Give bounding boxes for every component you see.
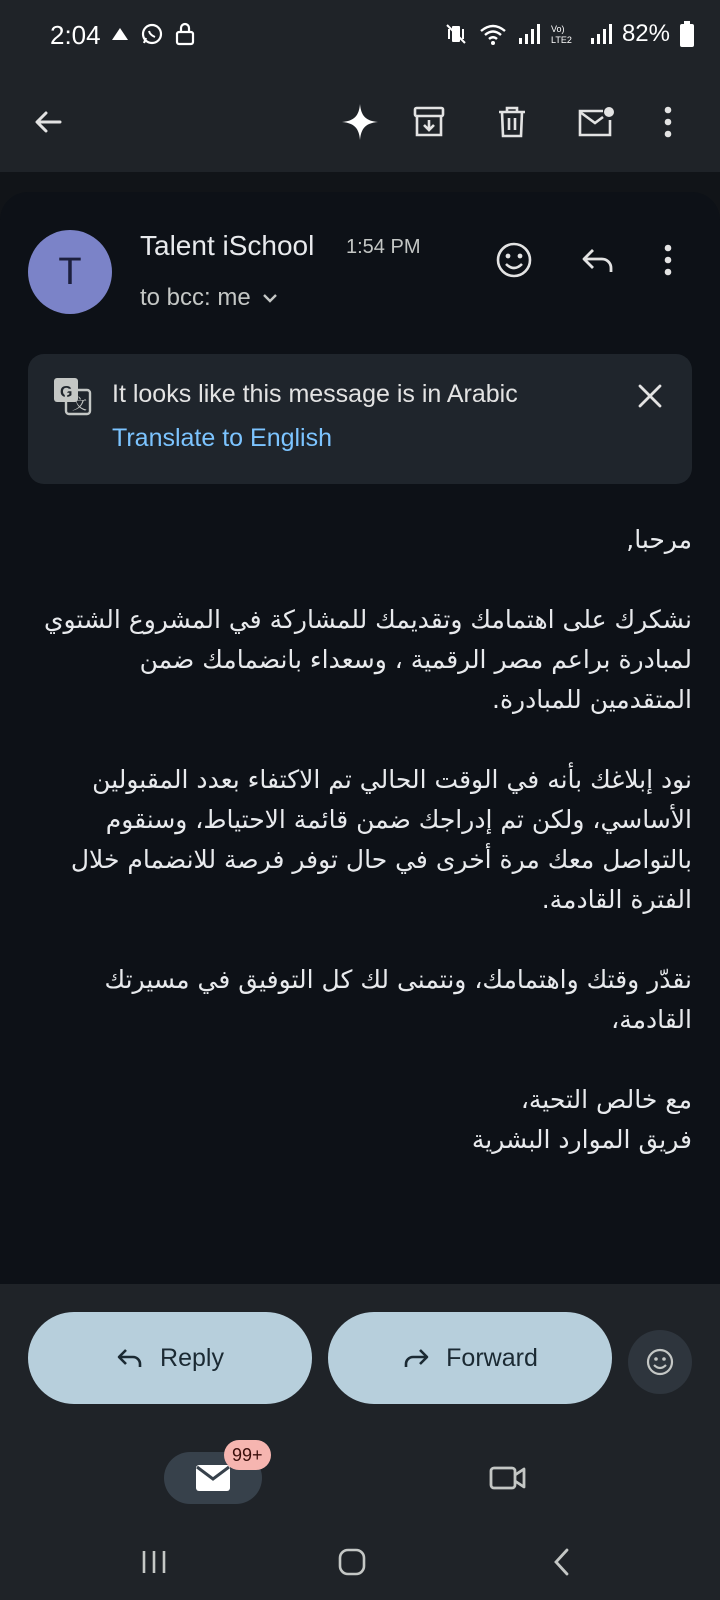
vibrate-icon xyxy=(444,22,468,46)
whatsapp-icon xyxy=(140,22,164,46)
back-arrow-icon xyxy=(32,106,64,138)
svg-text:G: G xyxy=(60,384,73,401)
forward-icon xyxy=(402,1346,430,1370)
tab-meet[interactable] xyxy=(484,1452,532,1504)
delete-icon xyxy=(496,105,528,139)
svg-text:LTE2: LTE2 xyxy=(550,35,572,45)
signal-2-icon xyxy=(590,23,612,45)
sender-avatar[interactable]: T xyxy=(28,230,112,314)
reply-button[interactable] xyxy=(28,1312,312,1404)
reply-icon xyxy=(580,244,616,276)
forward-button[interactable] xyxy=(328,1312,612,1404)
body-closing: مع خالص التحية، xyxy=(520,1085,692,1114)
body-paragraph-1: نشكرك على اهتمامك وتقديمك للمشاركة في المشروع الشتوي لمبادرة براعم مصر الرقمية ، وسعداء بانضمامك ضمن المتقدمين للمبادرة. xyxy=(43,605,692,714)
mark-unread-button[interactable] xyxy=(572,98,620,146)
status-system-icons xyxy=(444,20,694,48)
emoji-react-button[interactable] xyxy=(628,1330,692,1394)
home-button[interactable] xyxy=(322,1542,382,1582)
reply-icon xyxy=(116,1346,144,1370)
gemini-sparkle-icon xyxy=(340,102,380,142)
translate-icon xyxy=(52,376,92,416)
archive-button[interactable] xyxy=(405,98,453,146)
translate-link[interactable]: Translate to English xyxy=(112,424,333,452)
more-vert-icon xyxy=(662,105,674,139)
more-vert-icon xyxy=(662,243,674,277)
archive-icon xyxy=(412,105,446,139)
recipient-details[interactable] xyxy=(140,284,279,312)
react-emoji-button[interactable] xyxy=(490,236,538,284)
home-icon xyxy=(337,1547,367,1577)
message-action-bar xyxy=(0,1284,720,1432)
wifi-icon xyxy=(478,22,508,46)
svg-text:Vo): Vo) xyxy=(550,24,565,34)
body-signature: فريق الموارد البشرية xyxy=(471,1125,692,1154)
delete-button[interactable] xyxy=(488,98,536,146)
close-icon xyxy=(637,383,663,409)
more-options-button[interactable] xyxy=(644,98,692,146)
reply-icon-button[interactable] xyxy=(574,236,622,284)
system-back-button[interactable] xyxy=(532,1542,592,1582)
forward-label: Forward xyxy=(446,1343,538,1372)
emoji-icon xyxy=(495,241,533,279)
mail-icon xyxy=(195,1464,231,1492)
body-paragraph-3: نقدّر وقتك واهتمامك، ونتمنى لك كل التوفيق في مسيرتك القادمة، xyxy=(104,965,692,1034)
back-button[interactable] xyxy=(24,98,72,146)
body-greeting: مرحبا, xyxy=(626,525,692,554)
battery-percent: 82% xyxy=(621,20,670,47)
dismiss-translate-button[interactable] xyxy=(626,372,674,420)
chevron-down-icon xyxy=(261,292,279,304)
recent-apps-button[interactable] xyxy=(124,1542,184,1582)
svg-text:文: 文 xyxy=(72,395,88,413)
reply-label: Reply xyxy=(160,1343,224,1372)
unread-count-badge: 99+ xyxy=(224,1440,271,1470)
lock-icon xyxy=(174,22,196,46)
email-time: 1:54 PM xyxy=(346,236,421,258)
message-more-button[interactable] xyxy=(644,236,692,284)
recent-apps-icon xyxy=(139,1549,169,1575)
recipient-label: to bcc: me xyxy=(140,284,251,311)
back-chevron-icon xyxy=(552,1547,572,1577)
status-notification-icons xyxy=(110,22,196,46)
status-bar xyxy=(0,0,720,72)
translate-banner xyxy=(28,354,692,484)
battery-icon xyxy=(680,21,694,47)
message-body xyxy=(40,520,692,1160)
gemini-button[interactable] xyxy=(330,92,390,152)
sim-toolkit-icon xyxy=(110,24,130,44)
status-time: 2:04 xyxy=(50,20,101,50)
top-app-bar xyxy=(0,72,720,172)
mark-unread-icon xyxy=(577,105,615,139)
signal-icon xyxy=(518,23,540,45)
volte-icon xyxy=(550,22,580,46)
video-camera-icon xyxy=(489,1464,527,1492)
body-paragraph-2: نود إبلاغك بأنه في الوقت الحالي تم الاكتفاء بعدد المقبولين الأساسي، ولكن تم إدراجك ضمن قائمة الاحتياط، وسنقوم بالتواصل معك مرة أخرى في حال توفر فرصة للانضمام خلال الفترة القادمة. xyxy=(70,765,692,914)
sender-name[interactable]: Talent iSchool xyxy=(140,230,315,261)
translate-message: It looks like this message is in Arabic xyxy=(112,380,518,408)
emoji-icon xyxy=(645,1347,675,1377)
bottom-navigation xyxy=(0,1432,720,1600)
